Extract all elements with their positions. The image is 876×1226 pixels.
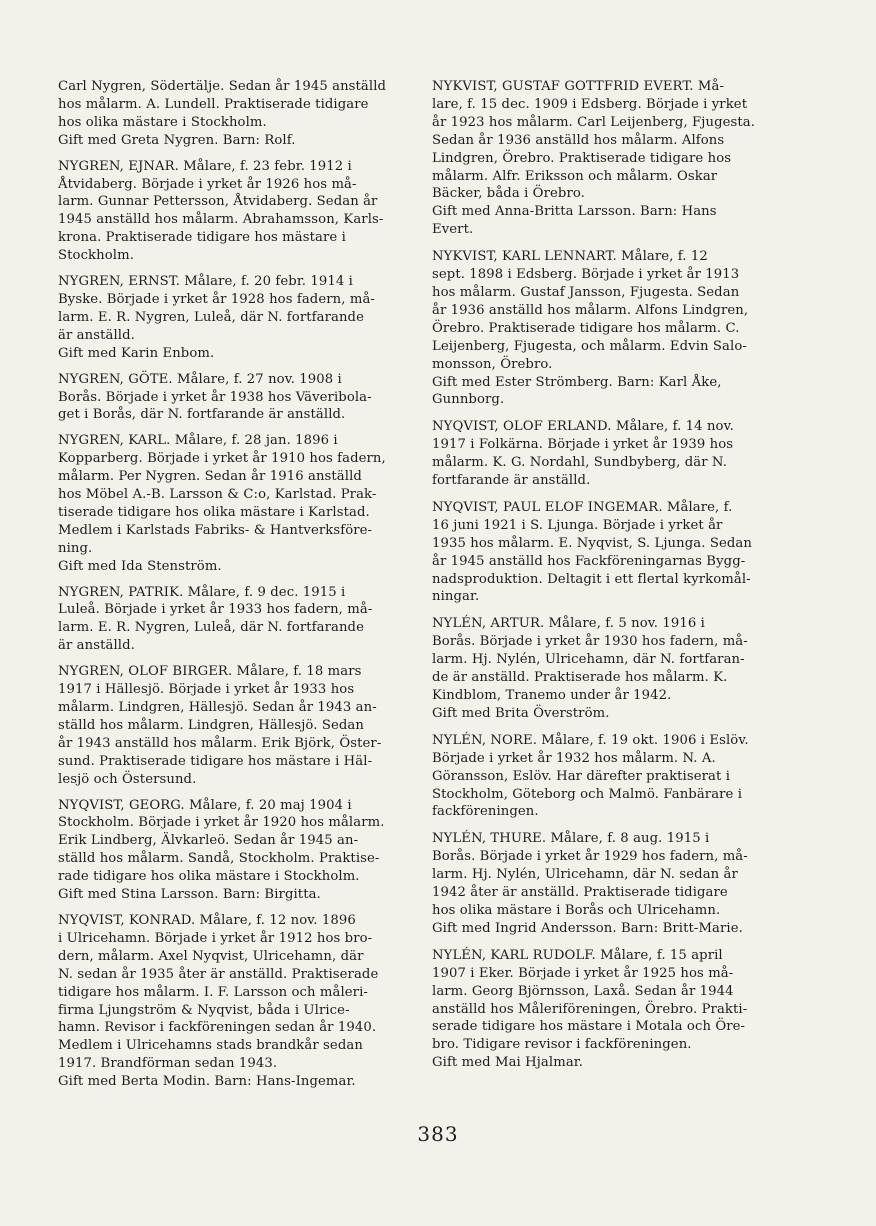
entry-left-2: NYGREN, ERNST. Målare, f. 20 febr. 1914 i Byske. Började i yrket år 1928 hos fadern, må- larm. E. R. Nygren, Luleå, där N. fortfarande är anställd. Gift med Karin Enbom. [58, 274, 375, 361]
entry-right-0: NYKVIST, GUSTAF GOTTFRID EVERT. Må- lare, f. 15 dec. 1909 i Edsberg. Började i yrket år 1923 hos målarm. Carl Leijenberg, Fjugesta. Sedan år 1936 anställd hos målarm. Alfons Lindgren, Örebro. Praktiserade tidigare hos målarm. Alfr. Eriksson och målarm. Oskar Bäcker, båda i Örebro. Gift med Anna-Britta Larsson. Barn: Hans Evert. [432, 79, 756, 238]
right-column [432, 78, 778, 1081]
entry-right-7: NYLÉN, KARL RUDOLF. Målare, f. 15 april 1907 i Eker. Började i yrket år 1925 hos må- larm. Georg Björnsson, Laxå. Sedan år 1944 anställd hos Måleriföreningen, Örebro. Prakti- serade tidigare hos mästare i Motala och Öre- bro. Tidigare revisor i fackföreningen. Gift med Mai Hjalmar. [432, 947, 748, 1071]
entry-left-4: NYGREN, KARL. Målare, f. 28 jan. 1896 i Kopparberg. Började i yrket år 1910 hos fadern, målarm. Per Nygren. Sedan år 1916 anställd hos Möbel A.-B. Larsson & C:o, Karlstad. Prak- tiserade tidigare hos olika mästare i Karlstad. Medlem i Karlstads Fabriks- & Hantverksföre- ning. Gift med Ida Stenström. [58, 433, 386, 574]
entry-left-1: NYGREN, EJNAR. Målare, f. 23 febr. 1912 i Åtvidaberg. Började i yrket år 1926 hos må- larm. Gunnar Pettersson, Åtvidaberg. Sedan år 1945 anställd hos målarm. Abrahamsson, Karls- krona. Praktiserade tidigare hos mästare i Stockholm. [58, 158, 384, 264]
entry-right-3: NYQVIST, PAUL ELOF INGEMAR. Målare, f. 16 juni 1921 i S. Ljunga. Började i yrket år 1935 hos målarm. E. Nyqvist, S. Ljunga. Sedan år 1945 anställd hos Fackföreningarnas Bygg- nadsproduktion. Deltagit i ett flertal kyrkomål- ningar. [432, 499, 752, 605]
entry-left-0: Carl Nygren, Södertälje. Sedan år 1945 anställd hos målarm. A. Lundell. Praktiserade tidigare hos olika mästare i Stockholm. Gift med Greta Nygren. Barn: Rolf. [58, 79, 387, 148]
entry-left-7: NYQVIST, GEORG. Målare, f. 20 maj 1904 i Stockholm. Började i yrket år 1920 hos målarm. Erik Lindberg, Älvkarleö. Sedan år 1945 an- ställd hos målarm. Sandå, Stockholm. Praktise- rade tidigare hos olika mästare i Stockholm. Gift med Stina Larsson. Barn: Birgitta. [58, 797, 385, 903]
entry-left-3: NYGREN, GÖTE. Målare, f. 27 nov. 1908 i Borås. Började i yrket år 1938 hos Väveribola- get i Borås, där N. fortfarande är anställd. [58, 371, 372, 423]
entry-left-8: NYQVIST, KONRAD. Målare, f. 12 nov. 1896 i Ulricehamn. Började i yrket år 1912 hos bro- dern, målarm. Axel Nyqvist, Ulricehamn, där N. sedan år 1935 åter är anställd. Praktiserade tidigare hos målarm. I. F. Larsson och måleri- firma Ljungström & Nyqvist, båda i Ulrice- hamn. Revisor i fackföreningen sedan år 1940. Medlem i Ulricehamns stads brandkår sedan 1917. Brandförman sedan 1943. Gift med Berta Modin. Barn: Hans-Ingemar. [58, 912, 379, 1090]
entry-right-2: NYQVIST, OLOF ERLAND. Målare, f. 14 nov. 1917 i Folkärna. Började i yrket år 1939 hos målarm. K. G. Nordahl, Sundbyberg, där N. fortfarande är anställd. [432, 419, 734, 489]
left-column [58, 78, 404, 1099]
entry-right-5: NYLÉN, NORE. Målare, f. 19 okt. 1906 i Eslöv. Började i yrket år 1932 hos målarm. N. A. Göransson, Eslöv. Har därefter praktiserat i Stockholm, Göteborg och Malmö. Fanbärare i fackföreningen. [432, 732, 749, 820]
entry-right-4: NYLÉN, ARTUR. Målare, f. 5 nov. 1916 i Borås. Började i yrket år 1930 hos fadern, må- larm. Hj. Nylén, Ulricehamn, där N. fortfaran- de är anställd. Praktiserade hos målarm. K. Kindblom, Tranemo under år 1942. Gift med Brita Överström. [432, 616, 748, 721]
entry-left-5: NYGREN, PATRIK. Målare, f. 9 dec. 1915 i Luleå. Började i yrket år 1933 hos fadern, må- larm. E. R. Nygren, Luleå, där N. fortfarande är anställd. [58, 584, 373, 654]
entry-right-1: NYKVIST, KARL LENNART. Målare, f. 12 sept. 1898 i Edsberg. Började i yrket år 1913 hos målarm. Gustaf Jansson, Fjugesta. Sedan år 1936 anställd hos målarm. Alfons Lindgren, Örebro. Praktiserade tidigare hos målarm. C. Leijenberg, Fjugesta, och målarm. Edvin Salo- monsson, Örebro. Gift med Ester Strömberg. Barn: Karl Åke, Gunnborg. [432, 249, 749, 408]
entry-right-6: NYLÉN, THURE. Målare, f. 8 aug. 1915 i Borås. Började i yrket år 1929 hos fadern, må- larm. Hj. Nylén, Ulricehamn, där N. sedan år 1942 åter är anställd. Praktiserade tidigare hos olika mästare i Borås och Ulricehamn. Gift med Ingrid Andersson. Barn: Britt-Marie. [432, 831, 748, 936]
page-number: 383 [417, 1122, 459, 1146]
entry-left-6: NYGREN, OLOF BIRGER. Målare, f. 18 mars 1917 i Hällesjö. Började i yrket år 1933 hos målarm. Lindgren, Hällesjö. Sedan år 1943 an- ställd hos målarm. Lindgren, Hällesjö. Sedan år 1943 anställd hos målarm. Erik Björk, Öster- sund. Praktiserade tidigare hos mästare i Häl- lesjö och Östersund. [58, 664, 382, 787]
